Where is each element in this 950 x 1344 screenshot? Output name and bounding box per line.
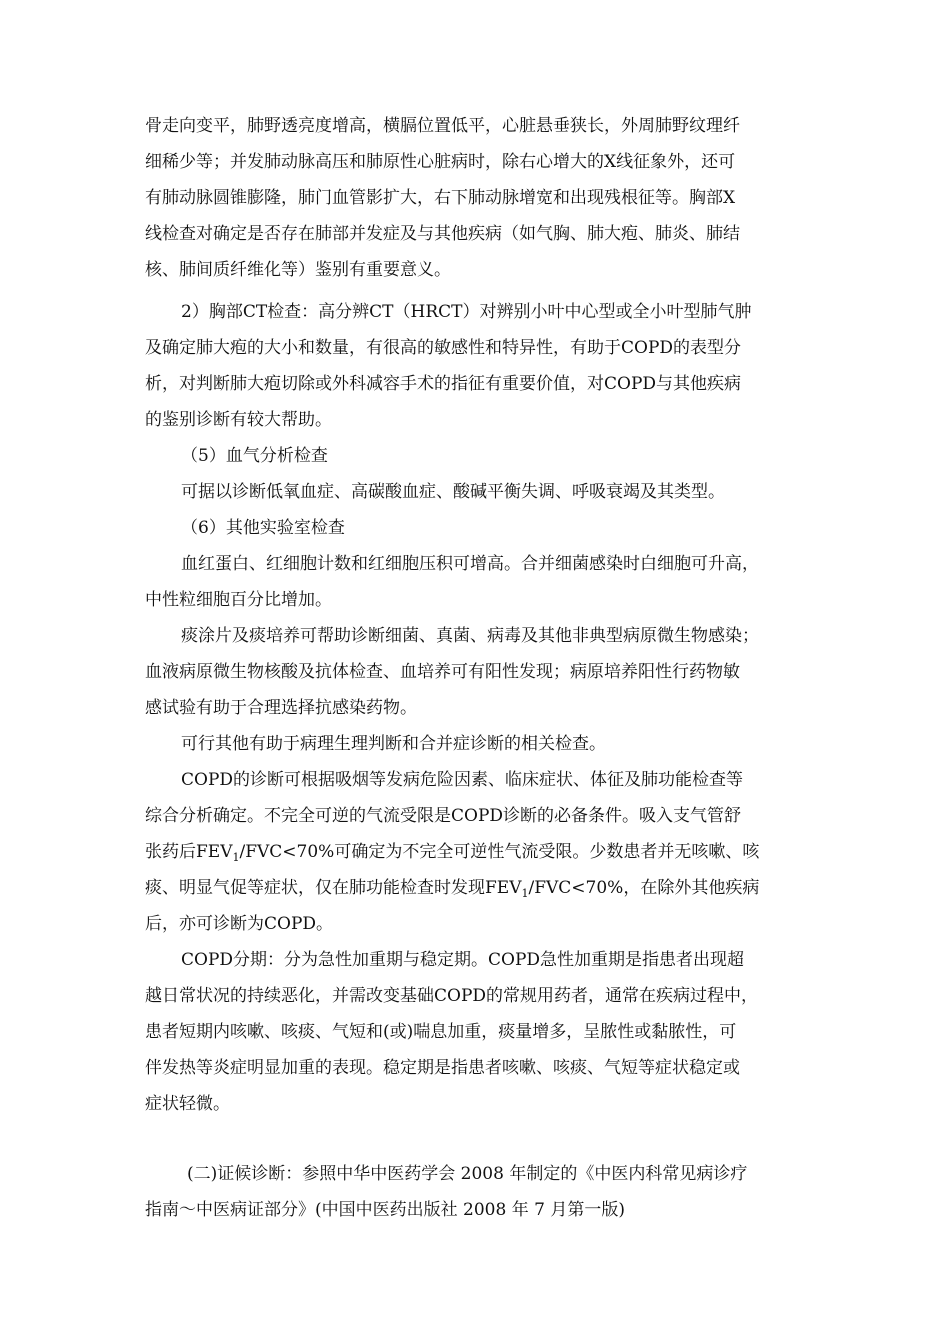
text-line-fev1 bbox=[145, 870, 809, 906]
text-line: 2）胸部CT检查：高分辨CT（HRCT）对辨别小叶中心型或全小叶型肺气肿 bbox=[181, 302, 752, 322]
text-fragment: 痰、明显气促等症状，仅在肺功能检查时发现FEV bbox=[145, 878, 522, 898]
text-line: 可行其他有助于病理生理判断和合并症诊断的相关检查。 bbox=[181, 734, 606, 754]
text-line: 析，对判断肺大疱切除或外科减容手术的指征有重要价值，对COPD与其他疾病 bbox=[145, 374, 742, 394]
paragraph-xray-findings bbox=[145, 108, 809, 288]
text-line: 症状轻微。 bbox=[145, 1094, 230, 1114]
text-line: 血液病原微生物核酸及抗体检查、血培养可有阳性发现；病原培养阳性行药物敏 bbox=[145, 662, 740, 682]
text-line: 线检查对确定是否存在肺部并发症及与其他疾病（如气胸、肺大疱、肺炎、肺结 bbox=[145, 224, 740, 244]
text-line: 指南～中医病证部分》(中国中医药出版社 2008 年 7 月第一版) bbox=[145, 1200, 625, 1220]
text-line: 的鉴别诊断有较大帮助。 bbox=[145, 410, 332, 430]
text-line: 伴发热等炎症明显加重的表现。稳定期是指患者咳嗽、咳痰、气短等症状稳定或 bbox=[145, 1058, 740, 1078]
text-line: 血红蛋白、红细胞计数和红细胞压积可增高。合并细菌感染时白细胞可升高， bbox=[181, 554, 759, 574]
text-line: 感试验有助于合理选择抗感染药物。 bbox=[145, 698, 417, 718]
text-line: 综合分析确定。不完全可逆的气流受限是COPD诊断的必备条件。吸入支气管舒 bbox=[145, 806, 742, 826]
text-line: 痰涂片及痰培养可帮助诊断细菌、真菌、病毒及其他非典型病原微生物感染； bbox=[181, 626, 759, 646]
text-fragment: /FVC<70%可确定为不完全可逆性气流受限。少数患者并无咳嗽、咳 bbox=[239, 842, 760, 862]
text-fragment: 张药后FEV bbox=[145, 842, 233, 862]
text-line: COPD的诊断可根据吸烟等发病危险因素、临床症状、体征及肺功能检查等 bbox=[181, 770, 744, 790]
subscript: 1 bbox=[232, 851, 240, 864]
text-line: 患者短期内咳嗽、咳痰、气短和(或)喘息加重，痰量增多，呈脓性或黏脓性，可 bbox=[145, 1022, 737, 1042]
text-line-fev1 bbox=[145, 834, 809, 870]
text-fragment: /FVC<70%，在除外其他疾病 bbox=[528, 878, 760, 898]
text-line: 骨走向变平，肺野透亮度增高，横膈位置低平，心脏悬垂狭长，外周肺野纹理纤 bbox=[145, 116, 740, 136]
subscript: 1 bbox=[521, 887, 529, 900]
text-line: (二)证候诊断：参照中华中医药学会 2008 年制定的《中医内科常见病诊疗 bbox=[187, 1164, 748, 1184]
text-line: 可据以诊断低氧血症、高碳酸血症、酸碱平衡失调、呼吸衰竭及其类型。 bbox=[181, 482, 725, 502]
text-line: 有肺动脉圆锥膨隆，肺门血管影扩大，右下肺动脉增宽和出现残根征等。胸部X bbox=[145, 188, 736, 208]
text-line: 核、肺间质纤维化等）鉴别有重要意义。 bbox=[145, 260, 451, 280]
text-line: 越日常状况的持续恶化，并需改变基础COPD的常规用药者，通常在疾病过程中， bbox=[145, 986, 759, 1006]
text-line: 细稀少等；并发肺动脉高压和肺原性心脏病时，除右心增大的X线征象外，还可 bbox=[145, 152, 736, 172]
text-line: 及确定肺大疱的大小和数量，有很高的敏感性和特异性，有助于COPD的表型分 bbox=[145, 338, 742, 358]
paragraph-syndrome-diagnosis bbox=[145, 1156, 809, 1228]
text-line: 后，亦可诊断为COPD。 bbox=[145, 914, 334, 934]
text-line: 中性粒细胞百分比增加。 bbox=[145, 590, 332, 610]
subheading-other-labs: （6）其他实验室检查 bbox=[181, 518, 345, 538]
section-ct-and-labs bbox=[145, 294, 809, 1122]
text-line: COPD分期：分为急性加重期与稳定期。COPD急性加重期是指患者出现超 bbox=[181, 950, 745, 970]
subheading-blood-gas: （5）血气分析检查 bbox=[181, 446, 328, 466]
